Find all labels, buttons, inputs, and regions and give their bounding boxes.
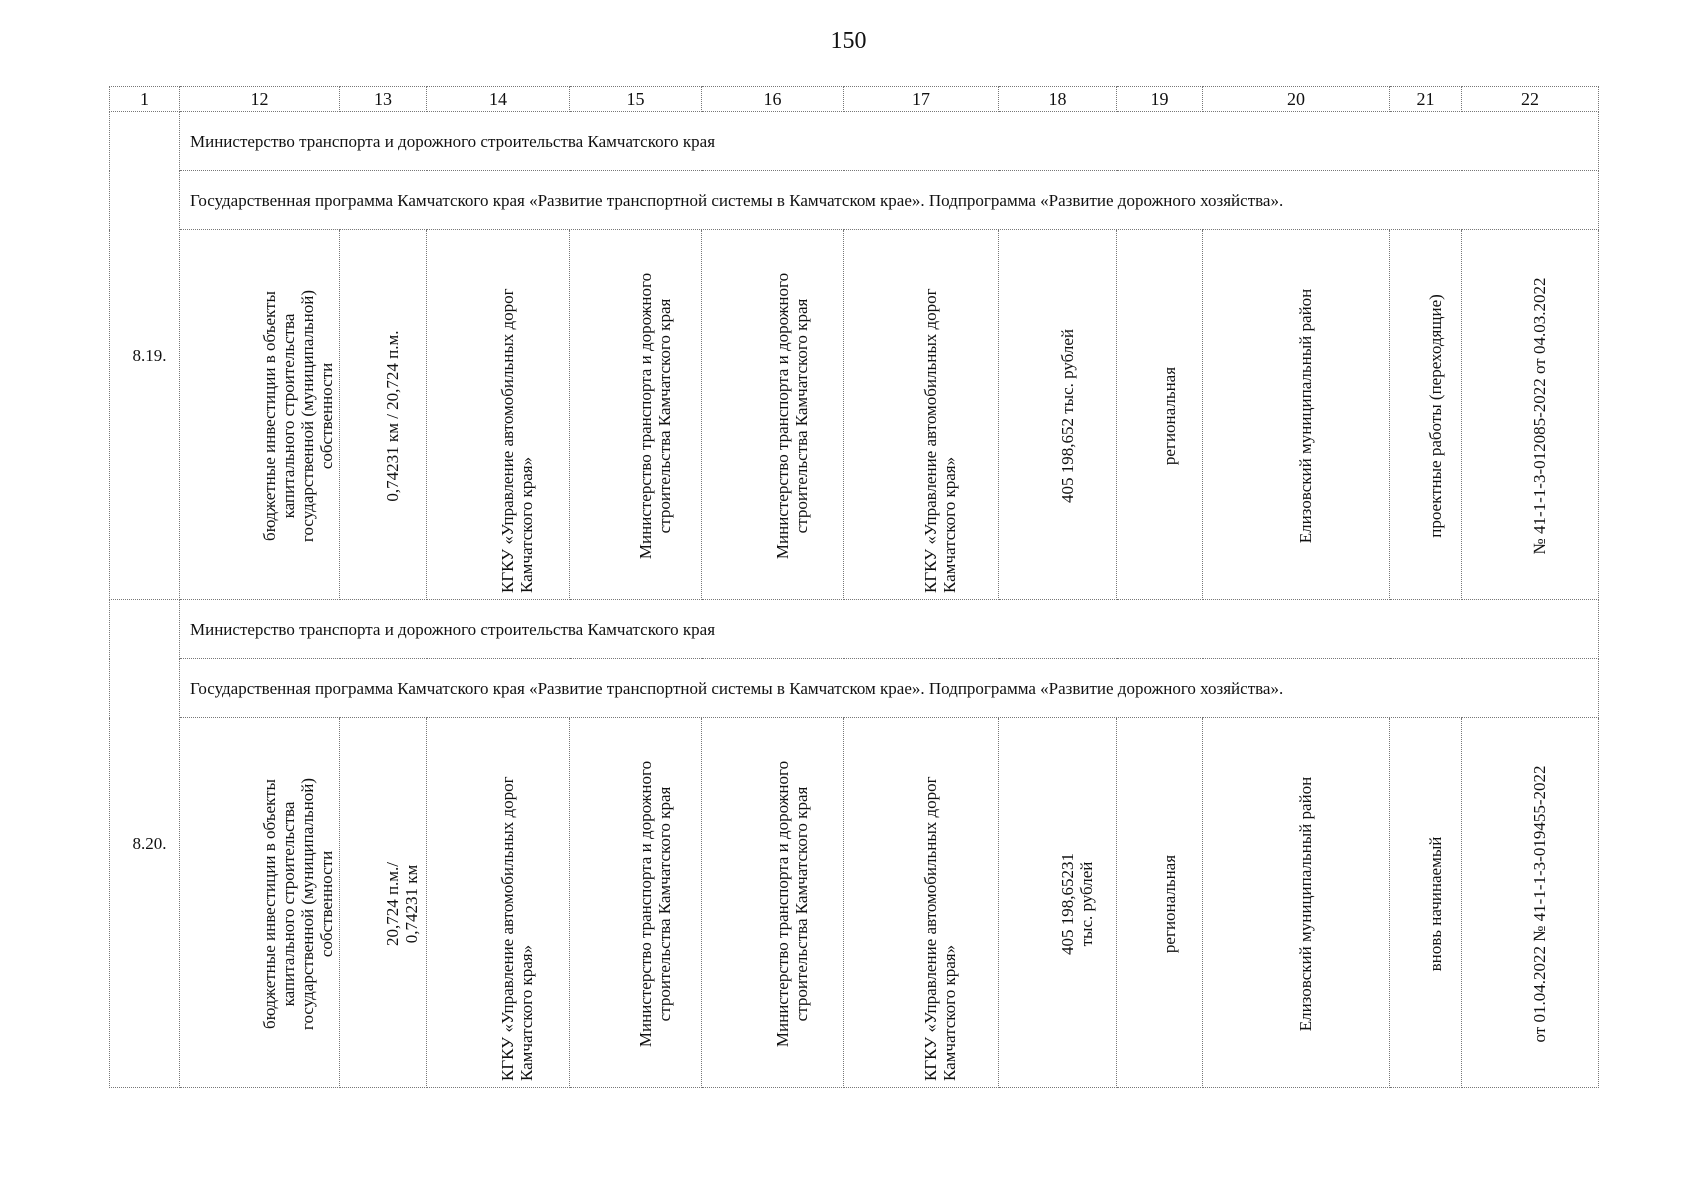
expertise-conclusion: № 41-1-1-3-012085-2022 от 04.03.2022 [1530,277,1549,555]
work-status-cell [1390,230,1462,600]
administrator-cell [570,718,702,1088]
estimated-cost-cell [999,230,1117,600]
significance-cell [1117,718,1203,1088]
location-cell [1203,230,1390,600]
registry-table [109,86,1599,1088]
column-header: 22 [1462,87,1599,112]
column-header: 14 [427,87,570,112]
investment-type: бюджетные инвестиции в объекты капитального строительства государственной (муниципальной) собственности [259,777,336,1031]
page-number: 150 [830,28,867,54]
column-header: 16 [702,87,844,112]
ministry-row [110,112,1599,171]
entry-detail-row [110,230,1599,600]
work-status: вновь начинаемый [1425,836,1445,972]
column-header: 19 [1117,87,1203,112]
investment-type: бюджетные инвестиции в объекты капитального строительства государственной (муниципальной) собственности [259,289,336,543]
location: Елизовский муниципальный район [1296,776,1315,1032]
entry-number: 8.19. [110,112,180,600]
estimated-cost: 405 198,652 тыс. рублей [1057,328,1077,504]
expertise-conclusion: от 01.04.2022 № 41-1-1-3-019455-2022 [1530,765,1549,1043]
developer-cell [844,718,999,1088]
developer-cell [844,230,999,600]
significance-cell [1117,230,1203,600]
responsible-cell [702,230,844,600]
capacity-cell [340,718,427,1088]
investment-type-cell [180,718,340,1088]
column-header: 13 [340,87,427,112]
capacity: 0,74231 км / 20,724 п.м. [383,330,402,502]
customer: КГКУ «Управление автомобильных дорог Камчатского края» [498,776,536,1081]
program-row [110,659,1599,718]
program-name: Государственная программа Камчатского края «Развитие транспортной системы в Камчатском крае». Подпрограмма «Развитие дорожного хозяйства». [180,171,1599,230]
location-cell [1203,718,1390,1088]
expertise-cell [1462,718,1599,1088]
entry-number: 8.20. [110,600,180,1088]
work-status: проектные работы (переходящие) [1425,294,1445,538]
significance: региональная [1159,366,1179,466]
column-header: 17 [844,87,999,112]
developer: КГКУ «Управление автомобильных дорог Камчатского края» [921,776,959,1081]
administrator-cell [570,230,702,600]
estimated-cost-cell [999,718,1117,1088]
investment-type-cell [180,230,340,600]
capacity-cell [340,230,427,600]
column-header: 20 [1203,87,1390,112]
responsible-cell [702,718,844,1088]
capacity: 20,724 п.м./ 0,74231 км [383,861,421,947]
administrator: Министерство транспорта и дорожного строительства Камчатского края [635,760,674,1048]
estimated-cost: 405 198,65231 тыс. рублей [1057,853,1096,955]
program-name: Государственная программа Камчатского края «Развитие транспортной системы в Камчатском крае». Подпрограмма «Развитие дорожного хозяйства». [180,659,1599,718]
program-row [110,171,1599,230]
column-number-row [110,87,1599,112]
responsible: Министерство транспорта и дорожного строительства Камчатского края [772,272,811,560]
column-header: 21 [1390,87,1462,112]
expertise-cell [1462,230,1599,600]
ministry-name: Министерство транспорта и дорожного строительства Камчатского края [180,600,1599,659]
column-header: 1 [110,87,180,112]
significance: региональная [1159,854,1179,954]
work-status-cell [1390,718,1462,1088]
location: Елизовский муниципальный район [1296,288,1315,544]
column-header: 18 [999,87,1117,112]
ministry-name: Министерство транспорта и дорожного строительства Камчатского края [180,112,1599,171]
ministry-row [110,600,1599,659]
customer-cell [427,718,570,1088]
customer-cell [427,230,570,600]
column-header: 12 [180,87,340,112]
administrator: Министерство транспорта и дорожного строительства Камчатского края [635,272,674,560]
customer: КГКУ «Управление автомобильных дорог Камчатского края» [498,288,536,593]
responsible: Министерство транспорта и дорожного строительства Камчатского края [772,760,811,1048]
column-header: 15 [570,87,702,112]
entry-detail-row [110,718,1599,1088]
developer: КГКУ «Управление автомобильных дорог Камчатского края» [921,288,959,593]
